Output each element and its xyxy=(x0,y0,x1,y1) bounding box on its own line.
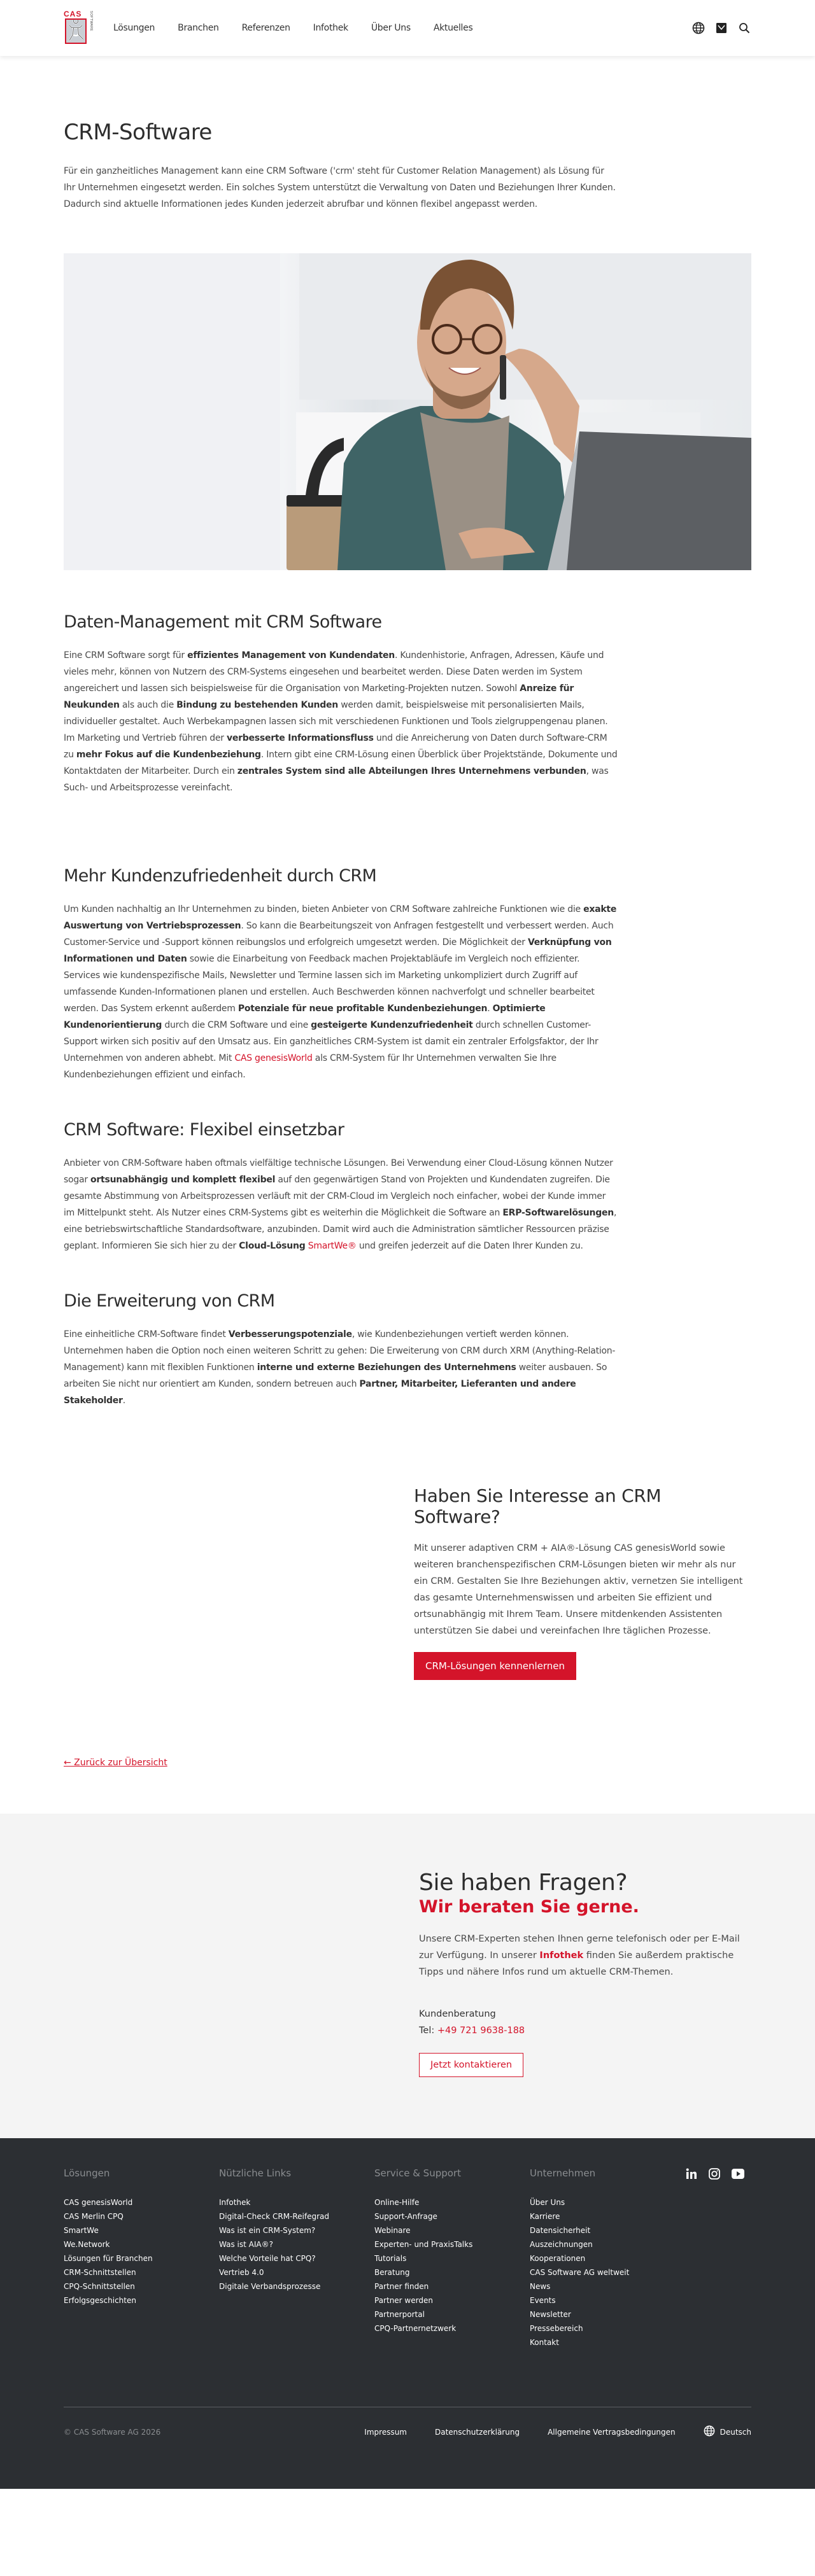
inline-link[interactable]: SmartWe® xyxy=(308,1241,357,1251)
cta-box xyxy=(414,1485,751,1680)
language-label: Deutsch xyxy=(719,2427,751,2437)
bold-text: Cloud-Lösung xyxy=(239,1241,306,1251)
social-links xyxy=(685,2167,751,2349)
legal-links xyxy=(364,2425,751,2439)
footer-link-list xyxy=(64,2195,219,2307)
footer-link[interactable]: Datensicherheit xyxy=(530,2226,591,2235)
bold-text: exakte Auswertung von Vertriebsprozessen xyxy=(64,904,617,931)
text: Anbieter von CRM-Software haben oftmals vielfältige technische Lösungen. Bei Verwendung einer Cloud-Lösung können Nutzer sogar xyxy=(64,1158,613,1185)
datenschutz-link[interactable]: Datenschutzerklärung xyxy=(435,2427,520,2437)
globe-icon xyxy=(704,2425,715,2439)
text: Um Kunden nachhaltig an Ihr Unternehmen zu binden, bieten Anbieter von CRM Software zahlreiche Funktionen wie die xyxy=(64,904,584,914)
footer-link[interactable]: Support-Anfrage xyxy=(374,2212,437,2221)
bold-text: zentrales System sind alle Abteilungen Ihres Unternehmens verbunden xyxy=(237,766,586,776)
footer-link[interactable]: Vertrieb 4.0 xyxy=(219,2268,264,2277)
text: sowie die Einarbeitung von Feedback machen Projektabläufe im Vergleich noch effizienter. Services wie kundenspezifische Mails, Newsletter und Termine lassen sich im Marketing unkompliziert durch Zugriff auf umfassende Kunden-Informationen planen und erstellen. Auch Beschwerden können nachverfolgt und schneller bearbeitet werden. Das System erkennt außerdem xyxy=(64,954,595,1014)
cas-logo[interactable] xyxy=(64,10,94,46)
footer-link-list xyxy=(530,2195,685,2349)
contact-heading: Sie haben Fragen? xyxy=(419,1870,628,1896)
footer-link[interactable]: Digitale Verbandsprozesse xyxy=(219,2282,321,2291)
nav-branchen[interactable]: Branchen xyxy=(178,23,219,33)
bold-text: effizientes Management von Kundendaten xyxy=(187,650,395,661)
footer-link[interactable]: CAS Merlin CPQ xyxy=(64,2212,124,2221)
text: . So kann die Bearbeitungszeit von Anfragen festgestellt und verbessert werden. Auch Customer-Service und -Support können reibungslos und erfolgreich umgesetzt werden. Die Möglichkeit der xyxy=(64,921,614,948)
footer-link[interactable]: Partnerportal xyxy=(374,2310,425,2319)
footer-link[interactable]: Auszeichnungen xyxy=(530,2240,593,2249)
nav-referenzen[interactable]: Referenzen xyxy=(241,23,290,33)
bold-text: Verbesserungspotenziale xyxy=(228,1329,352,1340)
bold-text: mehr Fokus auf die Kundenbeziehung xyxy=(76,750,261,760)
footer-columns xyxy=(64,2167,751,2349)
bold-text: gesteigerte Kundenzufriedenheit xyxy=(311,1020,473,1030)
footer-col-title: Unternehmen xyxy=(530,2167,596,2179)
footer-link-list xyxy=(219,2195,374,2293)
footer-link[interactable]: Events xyxy=(530,2296,556,2305)
text: Eine einheitliche CRM-Software findet xyxy=(64,1329,229,1340)
nav-loesungen[interactable]: Lösungen xyxy=(113,23,155,33)
footer-link[interactable]: Welche Vorteile hat CPQ? xyxy=(219,2254,316,2263)
footer-link[interactable]: Infothek xyxy=(219,2198,251,2207)
advisory-label: Kundenberatung xyxy=(419,2009,496,2019)
section-erweiterung xyxy=(64,1291,618,1409)
text: . xyxy=(487,1004,493,1014)
nav-aktuelles[interactable]: Aktuelles xyxy=(433,23,473,33)
footer-link[interactable]: CPQ-Partnernetzwerk xyxy=(374,2324,457,2333)
text: durch schnellen Customer-Support wirken sich positiv auf den Umsatz aus. Ein ganzheitliches CRM-System ist damit ein zentraler Erfolgsfaktor, der Ihr Unternehmen von anderen abhebt. Mit xyxy=(64,1020,599,1063)
mail-icon[interactable] xyxy=(714,21,728,35)
footer-link[interactable]: Über Uns xyxy=(530,2198,565,2207)
footer-link[interactable]: Lösungen für Branchen xyxy=(64,2254,153,2263)
logo-text: CAS xyxy=(64,10,82,18)
footer-link[interactable]: SmartWe xyxy=(64,2226,99,2235)
section-text xyxy=(64,901,618,1083)
section-flexibel xyxy=(64,1120,618,1254)
infothek-link[interactable]: Infothek xyxy=(539,1950,584,1961)
section-heading: Daten-Management mit CRM Software xyxy=(64,612,382,632)
site-header xyxy=(0,0,815,56)
footer-link[interactable]: Newsletter xyxy=(530,2310,571,2319)
footer-link[interactable]: Pressebereich xyxy=(530,2324,583,2333)
text: durch die CRM Software und eine xyxy=(162,1020,311,1030)
text: . xyxy=(122,1396,125,1406)
text: und greifen jederzeit auf die Daten Ihrer Kunden zu. xyxy=(356,1241,583,1251)
footer-link[interactable]: Erfolgsgeschichten xyxy=(64,2296,136,2305)
contact-text-part: Unsere CRM-Experten stehen Ihnen gerne telefonisch oder per E-Mail zur Verfügung. In unserer xyxy=(419,1934,740,1961)
footer-link[interactable]: Experten- und PraxisTalks xyxy=(374,2240,473,2249)
footer-link[interactable]: Kontakt xyxy=(530,2338,559,2347)
contact-now-button[interactable]: Jetzt kontaktieren xyxy=(419,2053,523,2077)
bold-text: ortsunabhängig und komplett flexibel xyxy=(90,1175,276,1185)
bold-text: Bindung zu bestehenden Kunden xyxy=(176,700,339,710)
text: weiter ausbauen. So arbeiten Sie nicht nur orientiert am Kunden, sondern betreuen auch xyxy=(64,1362,607,1389)
youtube-icon[interactable] xyxy=(731,2167,745,2181)
section-heading: Die Erweiterung von CRM xyxy=(64,1291,275,1311)
search-icon[interactable] xyxy=(737,21,751,35)
contact-text xyxy=(419,1931,756,1980)
footer-link[interactable]: CRM-Schnittstellen xyxy=(64,2268,136,2277)
bold-text: ERP-Softwarelösungen xyxy=(502,1208,614,1218)
footer-link[interactable]: CAS Software AG weltweit xyxy=(530,2268,630,2277)
back-to-overview-link[interactable]: ← Zurück zur Übersicht xyxy=(64,1758,167,1768)
section-text xyxy=(64,647,618,796)
footer-col-title: Lösungen xyxy=(64,2167,110,2179)
footer-bottom xyxy=(64,2425,751,2439)
text: . Kundenhistorie, Anfragen, Adressen, Käufe und vieles mehr, können von Nutzern des CRM-Systems eingesehen und bearbeitet werden. Diese Daten werden im System angereichert und lassen sich beispielsweise für die Organisation von Marketing-Projekten nutzen. Sowohl xyxy=(64,650,604,694)
advisory-block xyxy=(419,2006,756,2039)
globe-icon[interactable] xyxy=(691,21,705,35)
cta-text: Mit unserer adaptiven CRM + AIA®-Lösung CAS genesisWorld sowie weiteren branchenspezifischen CRM-Lösungen bieten wir mehr als nur ein CRM. Gestalten Sie Ihre Beziehungen aktiv, vernetzen Sie intelligent das gesamte Unternehmenswissen und arbeiten Sie effizient und ortsunabhängig mit Ihrem Team. Unsere mitdenkenden Assistenten unterstützen Sie dabei und vereinfachen Ihre täglichen Prozesse. xyxy=(414,1543,743,1636)
nav-ueber-uns[interactable]: Über Uns xyxy=(371,23,411,33)
text: , eine betriebswirtschaftliche Standardsoftware, anzubinden. Damit wird auch die Administration sämtlicher Ressourcen präzise geplant. Informieren Sie sich hier zu der xyxy=(64,1208,617,1251)
text: Eine CRM Software sorgt für xyxy=(64,650,188,661)
section-kundenzufriedenheit xyxy=(64,866,618,1083)
footer-link[interactable]: CAS genesisWorld xyxy=(64,2198,133,2207)
footer-link[interactable]: Partner finden xyxy=(374,2282,429,2291)
footer-link[interactable]: Webinare xyxy=(374,2226,411,2235)
footer-link[interactable]: Kooperationen xyxy=(530,2254,586,2263)
impressum-link[interactable]: Impressum xyxy=(364,2427,407,2437)
crm-loesungen-button[interactable]: CRM-Lösungen kennenlernen xyxy=(414,1652,576,1680)
site-footer xyxy=(0,2138,815,2489)
text: . Intern gibt eine CRM-Lösung einen Überblick über Projektstände, Dokumente und Kontaktdaten der Mitarbeiter. Durch ein xyxy=(64,750,618,776)
linkedin-icon[interactable] xyxy=(685,2167,699,2181)
bold-text: verbesserte Informationsfluss xyxy=(226,733,374,743)
bold-text: Partner, Mitarbeiter, Lieferanten und andere Stakeholder xyxy=(64,1379,576,1406)
footer-link[interactable]: Was ist AIA®? xyxy=(219,2240,273,2249)
contact-subheading: Wir beraten Sie gerne. xyxy=(419,1897,639,1917)
text: und die Anreicherung von Daten durch Software-CRM zu xyxy=(64,733,607,760)
bold-text: Anreize für Neukunden xyxy=(64,683,574,710)
footer-link-list xyxy=(374,2195,530,2335)
text: als CRM-System für Ihr Unternehmen verwalten Sie Ihre Kundenbeziehungen effizient und einfach. xyxy=(64,1053,556,1080)
footer-link[interactable]: Beratung xyxy=(374,2268,410,2277)
footer-col-links xyxy=(219,2167,374,2349)
footer-link[interactable]: Tutorials xyxy=(374,2254,407,2263)
instagram-icon[interactable] xyxy=(708,2167,722,2181)
footer-col-unternehmen xyxy=(530,2167,685,2349)
bold-text: Optimierte Kundenorientierung xyxy=(64,1004,546,1030)
footer-link[interactable]: Was ist ein CRM-System? xyxy=(219,2226,316,2235)
header-actions xyxy=(691,21,751,35)
footer-link[interactable]: News xyxy=(530,2282,551,2291)
text: , was Such- und Arbeitsprozesse vereinfacht. xyxy=(64,766,609,793)
bold-text: Verknüpfung von Informationen und Daten xyxy=(64,937,612,964)
section-text xyxy=(64,1155,618,1254)
main-nav xyxy=(113,23,472,33)
section-daten-management xyxy=(64,612,618,796)
cta-heading: Haben Sie Interesse an CRM Software? xyxy=(414,1485,662,1527)
text: auf den gegenwärtigen Stand von Projekten und Kundendaten zugreifen. Die gesamte Abstimmung von Arbeitsprozessen verläuft mit der CRM-Cloud im Vergleich noch einfacher, wobei der Kunde immer im Mittelpunkt steht. Als Nutzer eines CRM-Systems gibt es weiterhin die Möglichkeit die Software an xyxy=(64,1175,610,1218)
footer-col-title: Service & Support xyxy=(374,2167,461,2179)
contact-text-part: finden Sie außerdem praktische Tipps und nähere Infos rund um aktuelle CRM-Themen. xyxy=(419,1950,734,1977)
page-title: CRM-Software xyxy=(64,120,212,145)
logo-figure-icon xyxy=(65,18,87,44)
hero-image xyxy=(64,253,751,570)
footer-link[interactable]: Digital-Check CRM-Reifegrad xyxy=(219,2212,330,2221)
inline-link[interactable]: CAS genesisWorld xyxy=(234,1053,313,1063)
text: , wie Kundenbeziehungen vertieft werden können. Unternehmen haben die Option noch einen weiteren Schritt zu gehen: Die Erweiterung von CRM durch XRM (Anything-Relation-Management) kann mit flexiblen Funktionen xyxy=(64,1329,616,1373)
footer-link[interactable]: Partner werden xyxy=(374,2296,433,2305)
section-heading: CRM Software: Flexibel einsetzbar xyxy=(64,1120,344,1140)
footer-col-loesungen xyxy=(64,2167,219,2349)
intro-text: Für ein ganzheitliches Management kann eine CRM Software ('crm' steht für Customer Relation Management) als Lösung für Ihr Unternehmen eingesetzt werden. Ein solches System unterstützt die Verwaltung von Daten und Beziehungen Ihrer Kunden. Dadurch sind aktuelle Informationen jedes Kunden jederzeit abrufbar und können flexibel angepasst werden. xyxy=(64,166,616,209)
nav-infothek[interactable]: Infothek xyxy=(313,23,348,33)
footer-link[interactable]: Karriere xyxy=(530,2212,560,2221)
text: als auch die xyxy=(119,700,177,710)
tel-label: Tel: xyxy=(419,2026,437,2036)
phone-link[interactable]: +49 721 9638-188 xyxy=(437,2026,525,2036)
section-heading: Mehr Kundenzufriedenheit durch CRM xyxy=(64,866,377,886)
copyright: © CAS Software AG 2026 xyxy=(64,2427,161,2437)
cta-wrapper xyxy=(64,1485,751,1680)
bold-text: Potenziale für neue profitable Kundenbeziehungen xyxy=(237,1004,488,1014)
language-selector[interactable] xyxy=(704,2425,751,2439)
bold-text: interne und externe Beziehungen des Unternehmens xyxy=(257,1362,516,1373)
footer-link[interactable]: CPQ-Schnittstellen xyxy=(64,2282,135,2291)
footer-link[interactable]: We.Network xyxy=(64,2240,110,2249)
section-text xyxy=(64,1326,618,1409)
main-content xyxy=(64,120,751,1768)
avb-link[interactable]: Allgemeine Vertragsbedingungen xyxy=(548,2427,676,2437)
footer-col-title: Nützliche Links xyxy=(219,2167,292,2179)
footer-col-service xyxy=(374,2167,530,2349)
logo-side-text: SOFTWARE xyxy=(89,11,93,32)
footer-link[interactable]: Online-Hilfe xyxy=(374,2198,420,2207)
text: werden damit, beispielsweise mit personalisierten Mails, individueller gestaltet. Auch Werbekampagnen lassen sich mit verschiedenen Funktionen und Tools zielgruppengenau planen. Im Marketing und Vertrieb führen der xyxy=(64,700,608,743)
contact-section xyxy=(0,1814,815,2138)
